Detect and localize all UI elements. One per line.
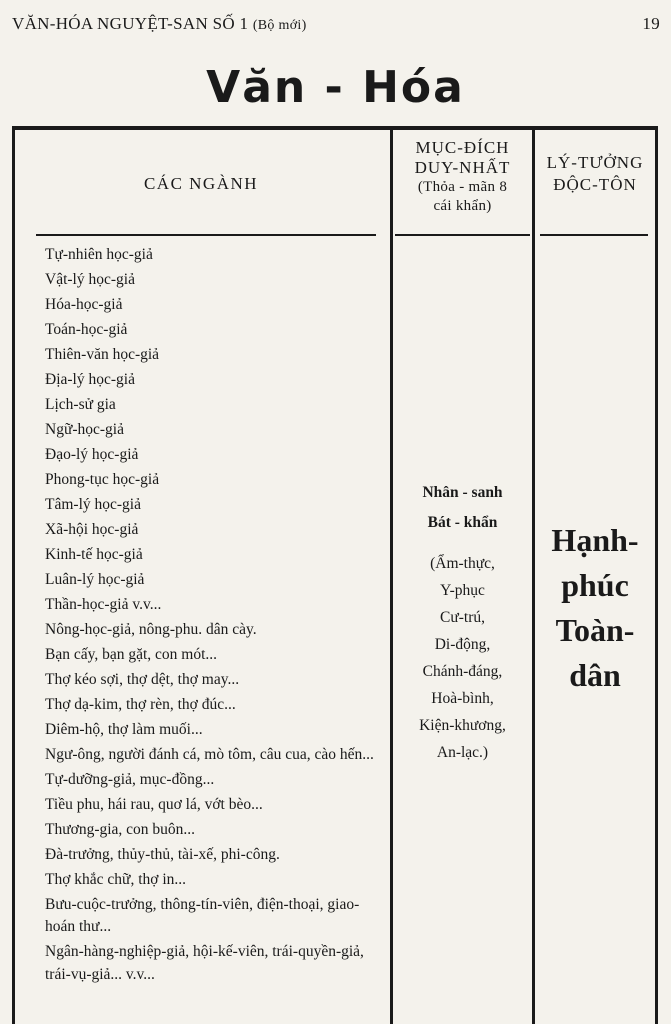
purpose-main-line: Bát - khẩn <box>427 514 498 531</box>
occupation-item: Nông-học-giả, nông-phu. dân cày. <box>45 620 257 638</box>
column-header-ideal <box>535 152 655 196</box>
purpose-list-item: Hoà-bình, <box>431 690 494 707</box>
occupation-item: Thần-học-giả v.v... <box>45 595 162 613</box>
ideal-line: Toàn- <box>555 612 635 648</box>
occupation-item: Thợ dạ-kim, thợ rèn, thợ đúc... <box>45 695 236 713</box>
occupation-item: Ngữ-học-giả <box>45 420 124 438</box>
purpose-list-item: (Ẩm-thực, <box>430 555 495 572</box>
purpose-list-item: An-lạc.) <box>436 744 489 761</box>
occupation-item: Tâm-lý học-giả <box>45 495 141 513</box>
purpose-list-item: Y-phục <box>440 582 485 599</box>
occupations-table <box>12 126 658 1024</box>
occupation-item: Ngân-hàng-nghiệp-giả, hội-kế-viên, trái-quyền-giả, trái-vụ-giả... v.v... <box>45 943 364 983</box>
ideal-header-line: LÝ-TƯỞNG <box>546 153 644 172</box>
occupation-item: Địa-lý học-giả <box>45 370 135 388</box>
purpose-list-item: Kiện-khương, <box>419 717 506 734</box>
occupation-item: Vật-lý học-giả <box>45 270 135 288</box>
running-title <box>12 14 307 34</box>
purpose-main-line: Nhân - sanh <box>422 484 503 501</box>
occupation-item: Tự-dưỡng-giả, mục-đồng... <box>45 770 215 788</box>
occupation-item: Lịch-sử gia <box>45 395 116 413</box>
purpose-spacer <box>393 538 532 550</box>
occupation-item: Thợ kéo sợi, thợ dệt, thợ may... <box>45 670 240 688</box>
ideal-line: dân <box>569 657 621 693</box>
ideal-line: Hạnh- <box>551 522 639 558</box>
purpose-subheader-line: (Thỏa - mãn 8 <box>417 179 508 195</box>
occupation-item: Phong-tục học-giả <box>45 470 160 488</box>
occupation-item: Tiều phu, hái rau, quơ lá, vớt bèo... <box>45 795 263 813</box>
occupation-item: Ngư-ông, người đánh cá, mò tôm, câu cua, cào hến... <box>45 745 374 763</box>
purpose-cell <box>393 478 532 766</box>
occupation-item: Luân-lý học-giả <box>45 570 145 588</box>
purpose-header-line: MỤC-ĐÍCH <box>415 138 510 157</box>
occupation-item: Đà-trưởng, thủy-thủ, tài-xế, phi-công. <box>45 845 280 863</box>
table-left-border <box>12 130 15 1024</box>
occupation-item: Tự-nhiên học-giả <box>45 246 153 263</box>
occupation-list <box>45 244 385 989</box>
occupation-item: Thợ khắc chữ, thợ in... <box>45 870 187 888</box>
occupation-item: Thương-gia, con buôn... <box>45 820 196 838</box>
ideal-cell <box>535 518 655 698</box>
column-header-fields: CÁC NGÀNH <box>143 174 259 193</box>
occupation-item: Diêm-hộ, thợ làm muối... <box>45 720 203 738</box>
table-right-border <box>655 130 658 1024</box>
page-number: 19 <box>642 14 660 33</box>
occupation-item: Toán-học-giả <box>45 320 128 338</box>
running-header <box>12 14 660 36</box>
occupation-item: Bưu-cuộc-trưởng, thông-tín-viên, điện-thoại, giao-hoán thư... <box>45 895 360 936</box>
occupation-item: Hóa-học-giả <box>45 295 123 313</box>
ideal-header-line: ĐỘC-TÔN <box>553 175 637 194</box>
purpose-list-item: Di-động, <box>434 636 491 653</box>
page-title: Văn - Hóa <box>206 62 465 113</box>
occupation-item: Bạn cấy, bạn gặt, con mót... <box>45 645 218 663</box>
occupation-item: Kinh-tế học-giả <box>45 545 143 563</box>
purpose-header-line: DUY-NHẤT <box>414 158 511 177</box>
purpose-list-item: Chánh-đáng, <box>422 663 503 680</box>
ideal-line: phúc <box>561 567 629 603</box>
purpose-list-item: Cư-trú, <box>440 609 485 626</box>
header-rule-col2 <box>395 234 530 236</box>
running-title-text: VĂN-HÓA NGUYỆT-SAN SỐ 1 <box>12 14 249 33</box>
purpose-subheader-line: cái khẩn) <box>433 198 492 214</box>
occupation-item: Xã-hội học-giả <box>45 520 139 538</box>
table-top-rule <box>12 126 658 130</box>
occupation-item: Đạo-lý học-giả <box>45 445 139 463</box>
column-header-purpose <box>393 138 532 216</box>
occupation-item: Thiên-văn học-giả <box>45 345 160 363</box>
header-rule-col3 <box>540 234 648 236</box>
edition-note: (Bộ mới) <box>252 18 307 33</box>
header-rule-col1 <box>36 234 376 236</box>
